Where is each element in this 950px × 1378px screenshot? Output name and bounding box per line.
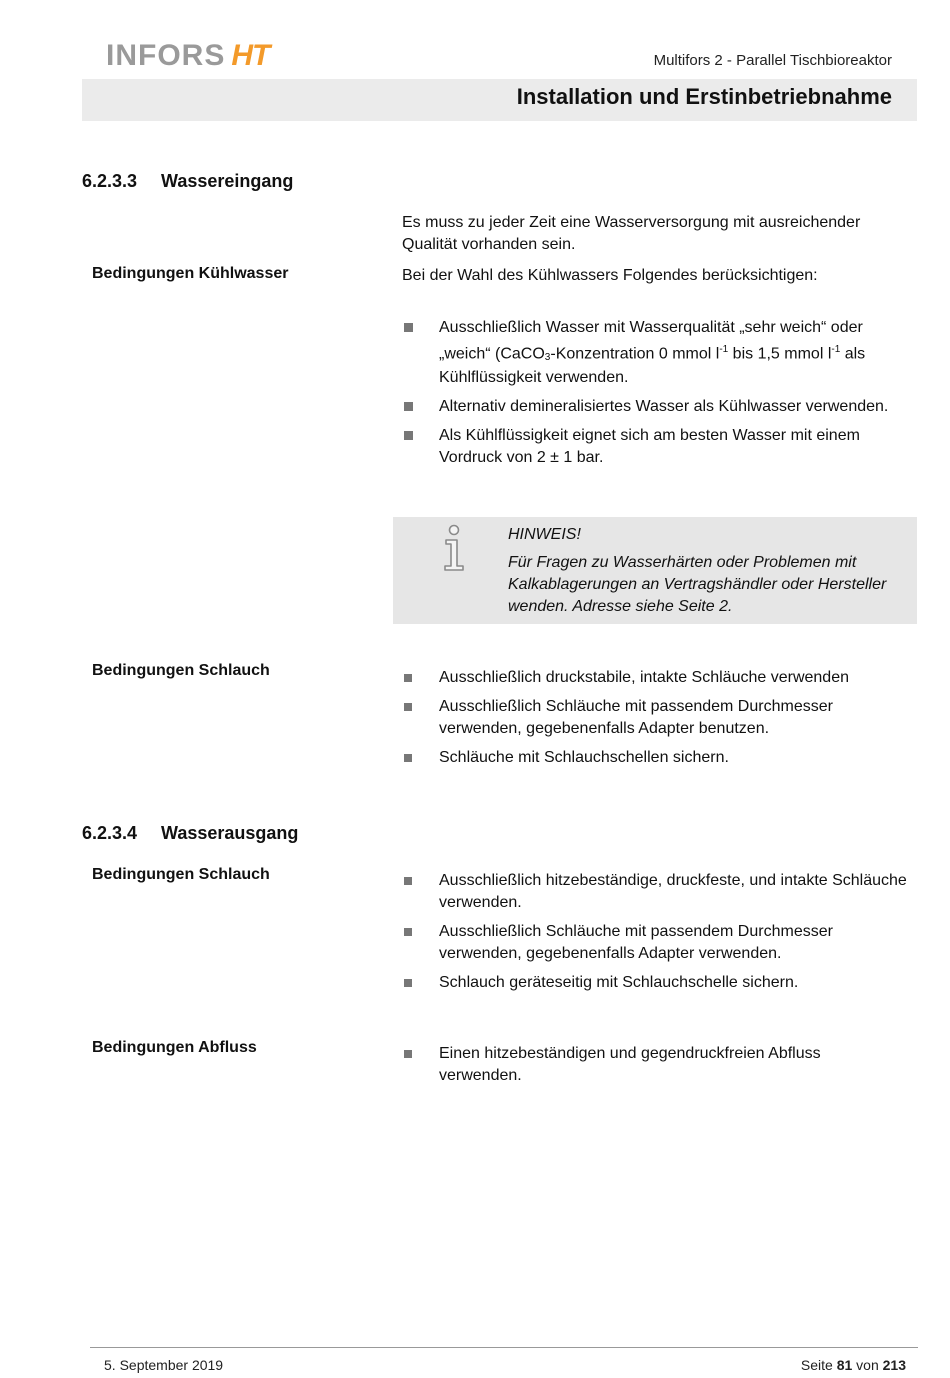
list-item: Ausschließlich Schläuche mit passendem Durchmesser verwenden, gegebenenfalls Adapter benutzen.	[402, 696, 907, 740]
section-title: Wasserausgang	[161, 823, 299, 843]
info-icon	[437, 524, 471, 572]
bullet-square-icon	[404, 979, 412, 987]
bullet-square-icon	[404, 877, 412, 885]
bullet-square-icon	[404, 754, 412, 762]
bullet-square-icon	[404, 402, 413, 411]
bullet-square-icon	[404, 703, 412, 711]
section-title: Wassereingang	[161, 171, 294, 191]
list-item: Einen hitzebeständigen und gegendruckfreien Abfluss verwenden.	[402, 1043, 907, 1087]
section-number: 6.2.3.4	[82, 823, 138, 843]
logo-ht-text: HT	[231, 39, 270, 72]
note-body: Für Fragen zu Wasserhärten oder Problemen mit Kalkablagerungen an Vertragshändler oder Hersteller wenden. Adresse siehe Seite 2.	[508, 554, 887, 615]
bullet-square-icon	[404, 674, 412, 682]
section-number: 6.2.3.3	[82, 171, 138, 191]
bullet-square-icon	[404, 431, 413, 440]
intro-paragraph: Es muss zu jeder Zeit eine Wasserversorgung mit ausreichender Qualität vorhanden sein.	[402, 214, 861, 253]
cooling-lead-text: Bei der Wahl des Kühlwassers Folgendes berücksichtigen:	[402, 267, 818, 284]
footer-date: 5. September 2019	[104, 1357, 224, 1373]
infors-ht-logo	[106, 40, 269, 72]
logo-infors-text: INFORS	[106, 39, 226, 72]
list-item: Alternativ demineralisiertes Wasser als Kühlwasser verwenden.	[402, 396, 907, 418]
footer-divider	[90, 1347, 918, 1348]
note-title: HINWEIS!	[508, 526, 581, 543]
product-name: Multifors 2 - Parallel Tischbioreaktor	[653, 52, 892, 69]
bullet-square-icon	[404, 323, 413, 332]
bullet-square-icon	[404, 928, 412, 936]
list-item: Schläuche mit Schlauchschellen sichern.	[402, 747, 907, 769]
list-item: Ausschließlich hitzebeständige, druckfeste, und intakte Schläuche verwenden.	[402, 870, 907, 914]
side-label-hose-outlet: Bedingungen Schlauch	[92, 866, 270, 883]
hose-inlet-list	[402, 667, 907, 776]
list-item: Ausschließlich Schläuche mit passendem Durchmesser verwenden, gegebenenfalls Adapter verwenden.	[402, 921, 907, 965]
list-item: Ausschließlich Wasser mit Wasserqualität „sehr weich“ oder „weich“ (CaCO$_3$-Konzentration 0 mmol $l^{-1}$ bis 1,5 mmol $l^{-1}$ als Kühlflüssigkeit verwenden.	[402, 317, 907, 389]
list-item: Ausschließlich druckstabile, intakte Schläuche verwenden	[402, 667, 907, 689]
chapter-title: Installation und Erstinbetriebnahme	[516, 84, 892, 109]
side-label-cooling-water: Bedingungen Kühlwasser	[92, 265, 289, 282]
cooling-water-list	[402, 317, 907, 476]
side-label-hose-inlet: Bedingungen Schlauch	[92, 662, 270, 679]
drain-list	[402, 1043, 907, 1094]
side-label-drain: Bedingungen Abfluss	[92, 1039, 257, 1056]
hose-outlet-list	[402, 870, 907, 1001]
list-item: Schlauch geräteseitig mit Schlauchschelle sichern.	[402, 972, 907, 994]
page-number: Seite 81 von 213	[800, 1357, 906, 1373]
list-item: Als Kühlflüssigkeit eignet sich am besten Wasser mit einem Vordruck von 2 ± 1 bar.	[402, 425, 907, 469]
bullet-square-icon	[404, 1050, 412, 1058]
